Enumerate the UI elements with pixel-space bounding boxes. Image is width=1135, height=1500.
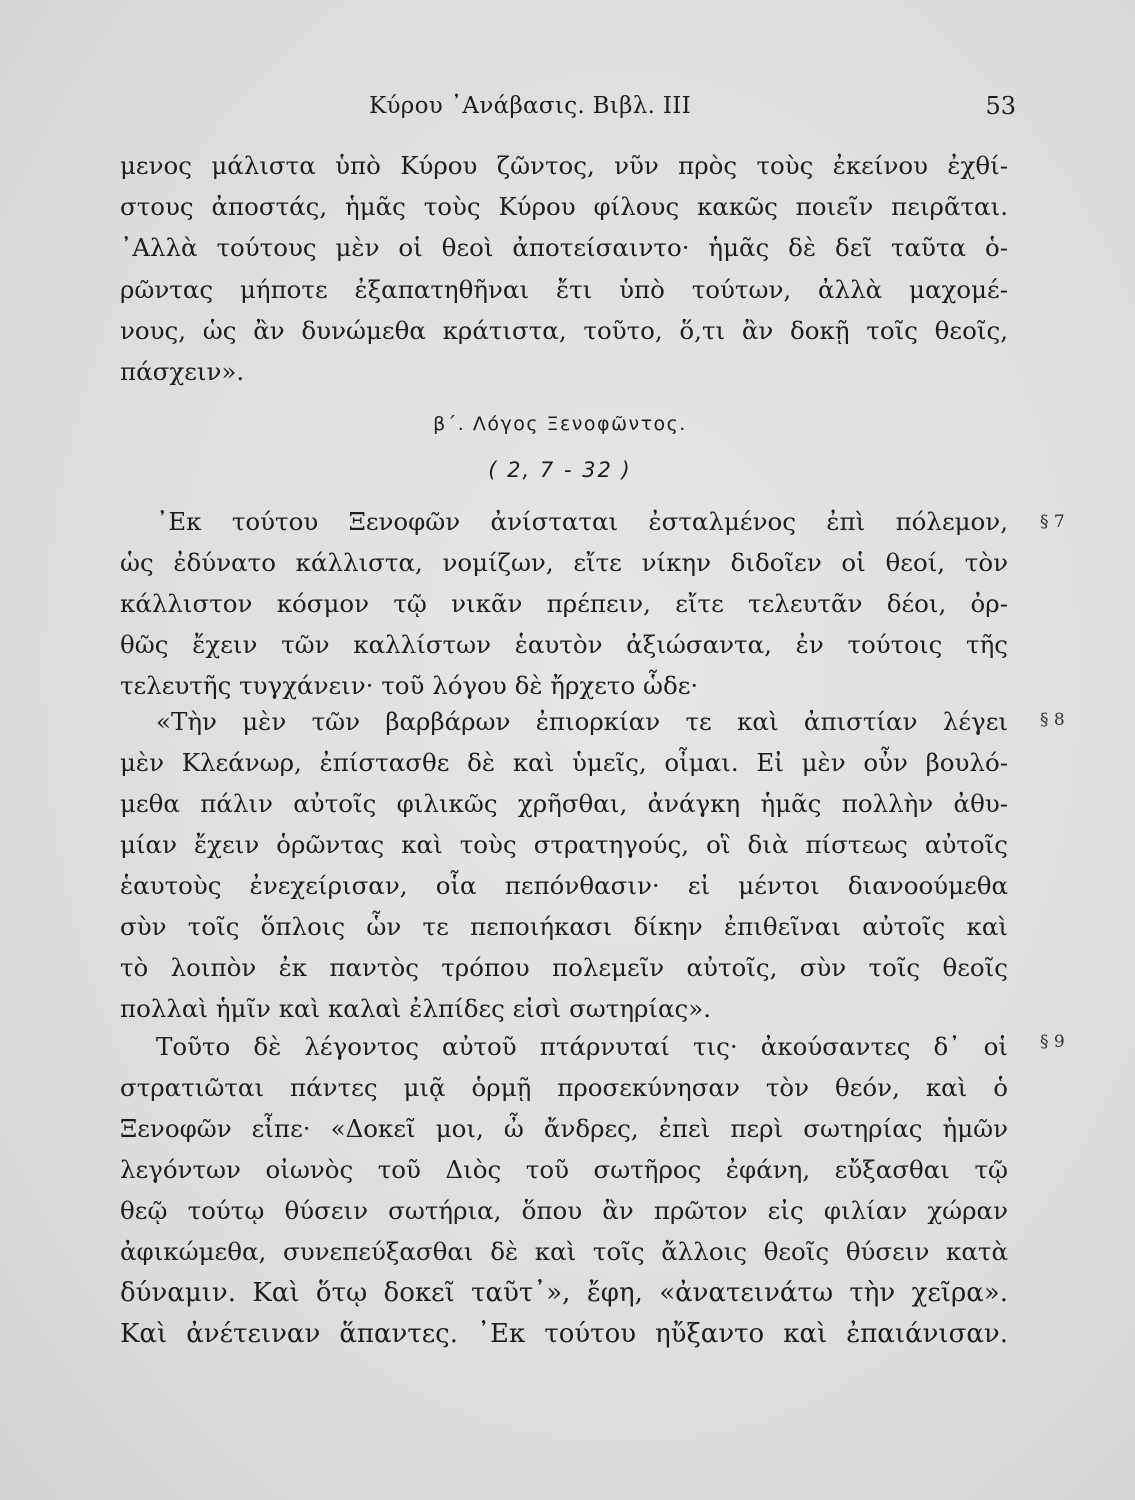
text-line: ὡς ἐδύνατο κάλλιστα, νομίζων, εἴτε νίκην διδοῖεν οἱ θεοί, τὸν [120, 548, 1008, 577]
text-line: Τοῦτο δὲ λέγοντος αὐτοῦ πτάρνυταί τις· ἀκούσαντες δ᾿ οἱ [156, 1032, 1008, 1061]
text-line: μίαν ἔχειν ὁρῶντας καὶ τοὺς στρατηγούς, οἳ διὰ πίστεως αὐτοῖς [120, 830, 1008, 859]
text-line: τελευτῆς τυγχάνειν· τοῦ λόγου δὲ ἤρχετο ὧδε· [120, 671, 699, 700]
text-line: πάσχειν». [120, 357, 245, 386]
text-line: δύναμιν. Καὶ ὅτῳ δοκεῖ ταῦτ᾿», ἔφη, «ἀνατεινάτω τὴν χεῖρα». [120, 1278, 1008, 1308]
text-line: ᾿Αλλὰ τούτους μὲν οἱ θεοὶ ἀποτείσαιντο· ἡμᾶς δὲ δεῖ ταῦτα ὁ- [120, 233, 1008, 262]
text-line: κάλλιστον κόσμον τῷ νικᾶν πρέπειν, εἴτε τελευτᾶν δέοι, ὀρ- [120, 589, 1008, 618]
text-line: θῶς ἔχειν τῶν καλλίστων ἑαυτὸν ἀξιώσαντα, ἐν τούτοις τῆς [120, 630, 1008, 659]
text-line: πολλαὶ ἡμῖν καὶ καλαὶ ἐλπίδες εἰσὶ σωτηρίας». [120, 994, 712, 1023]
text-line: Καὶ ἀνέτειναν ἅπαντες. ᾿Εκ τούτου ηὔξαντο καὶ ἐπαιάνισαν. [120, 1319, 1008, 1349]
running-head [0, 88, 1135, 124]
section-heading: β΄. Λόγος Ξενοφῶντος. [433, 413, 687, 435]
text-line: λεγόντων οἰωνὸς τοῦ Διὸς τοῦ σωτῆρος ἐφάνη, εὔξασθαι τῷ [120, 1155, 1008, 1184]
margin-section-mark: § 9 [1040, 1032, 1065, 1052]
text-line: νους, ὡς ἂν δυνώμεθα κράτιστα, τοῦτο, ὅ,τι ἂν δοκῇ τοῖς θεοῖς, [120, 316, 1008, 345]
text-line: «Τὴν μὲν τῶν βαρβάρων ἐπιορκίαν τε καὶ ἀπιστίαν λέγει [156, 707, 1008, 736]
section-range: ( 2, 7 - 32 ) [488, 458, 632, 482]
text-line: τὸ λοιπὸν ἐκ παντὸς τρόπου πολεμεῖν αὐτοῖς, σὺν τοῖς θεοῖς [120, 953, 1008, 982]
text-line: ἀφικώμεθα, συνεπεύξασθαι δὲ καὶ τοῖς ἄλλοις θεοῖς θύσειν κατὰ [120, 1237, 1008, 1266]
text-line: θεῷ τούτῳ θύσειν σωτήρια, ὅπου ἂν πρῶτον εἰς φιλίαν χώραν [120, 1196, 1008, 1225]
text-line: σὺν τοῖς ὅπλοις ὧν τε πεποιήκασι δίκην ἐπιθεῖναι αὐτοῖς καὶ [120, 912, 1008, 941]
page-number: 53 [985, 92, 1016, 120]
text-line: στους ἀποστάς, ἡμᾶς τοὺς Κύρου φίλους κακῶς ποιεῖν πειρᾶται. [120, 192, 1008, 221]
text-line: μὲν Κλεάνωρ, ἐπίστασθε δὲ καὶ ὑμεῖς, οἶμαι. Εἰ μὲν οὖν βουλό- [120, 748, 1008, 777]
text-line: στρατιῶται πάντες μιᾷ ὁρμῇ προσεκύνησαν τὸν θεόν, καὶ ὁ [120, 1073, 1008, 1102]
text-line: ρῶντας μήποτε ἐξαπατηθῆναι ἔτι ὑπὸ τούτων, ἀλλὰ μαχομέ- [120, 275, 1008, 304]
text-line: Ξενοφῶν εἶπε· «Δοκεῖ μοι, ὦ ἄνδρες, ἐπεὶ περὶ σωτηρίας ἡμῶν [120, 1114, 1008, 1143]
margin-section-mark: § 8 [1040, 710, 1065, 730]
running-title: Κύρου ᾿Ανάβασις. Βιβλ. III [369, 93, 691, 119]
text-line: ἑαυτοὺς ἐνεχείρισαν, οἷα πεπόνθασιν· εἰ μέντοι διανοούμεθα [120, 871, 1008, 900]
text-line: μεθα πάλιν αὐτοῖς φιλικῶς χρῆσθαι, ἀνάγκη ἡμᾶς πολλὴν ἀθυ- [120, 789, 1008, 818]
text-line: μενος μάλιστα ὑπὸ Κύρου ζῶντος, νῦν πρὸς τοὺς ἐκείνου ἐχθί- [120, 151, 1008, 180]
text-line: ᾿Εκ τούτου Ξενοφῶν ἀνίσταται ἐσταλμένος ἐπὶ πόλεμον, [156, 507, 1008, 536]
margin-section-mark: § 7 [1040, 512, 1065, 532]
